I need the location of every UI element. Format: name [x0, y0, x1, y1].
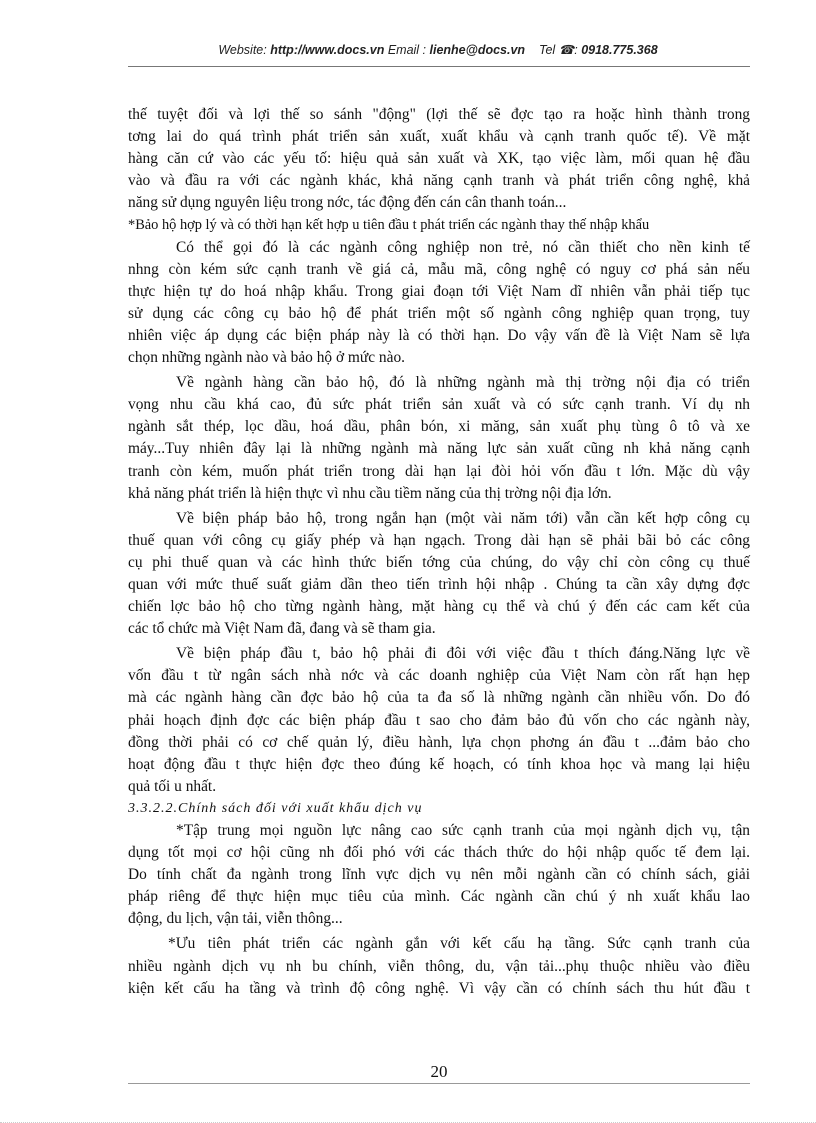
paragraph-8	[128, 933, 750, 999]
text-line: kiện kết cấu ha tầng và trình độ công nghệ. Vì vậy cần có chính sách thu hút đầu t	[128, 979, 750, 997]
paragraph-4	[128, 372, 750, 505]
text-line: mà các ngành hàng cần đợc bảo hộ của ta đa số là những ngành cần nhiều vốn. Do đó	[128, 689, 750, 707]
text-line: nhiều ngành dịch vụ nh bu chính, viễn thông, du, vận tải...phụ thuộc nhiều vào điều	[128, 957, 750, 975]
paragraph-7	[128, 820, 750, 930]
text-line: quan với mức thuế suất giảm dần theo tiến trình hội nhập . Chúng ta cần xây dựng đợc	[128, 575, 750, 593]
text-line: quả tối u nhất.	[128, 777, 217, 795]
text-line: đồng thời phải có cơ chế quản lý, điều hành, lựa chọn phơng án đầu t ...đảm bảo cho	[128, 733, 750, 751]
text-line: phải hoạch định đợc các biện pháp đầu t sao cho đảm bảo đủ vốn cho các ngành này,	[128, 711, 750, 729]
text-line: chiến lợc bảo hộ cho từng ngành hàng, mặt hàng cụ thể và chú ý đến các cam kết của	[128, 598, 750, 616]
text-line: vào và đầu ra với các ngành khác, khả năng cạnh tranh và phát triển công nghệ, khả	[128, 172, 750, 190]
paragraph-3	[128, 237, 750, 370]
text-line: hoạt động đầu t thực hiện đợc theo đúng kế hoạch, có tính khoa học và mang lại hiệu	[128, 755, 750, 773]
text-line: thuế quan với công cụ giấy phép và hạn ngạch. Trong dài hạn sẽ phải bãi bỏ các công	[128, 531, 750, 549]
section-heading: 3.3.2.2.Chính sách đối với xuất khẩu dịch vụ	[128, 800, 423, 816]
footer-divider	[128, 1083, 750, 1084]
text-line: pháp riêng để thực hiện mục tiêu của mình. Các ngành cần chú ý nh xuất khẩu lao	[128, 888, 750, 906]
tel-label: Tel ☎:	[538, 43, 578, 57]
text-line: các tổ chức mà Việt Nam đã, đang và sẽ tham gia.	[128, 620, 436, 638]
text-line: Về biện pháp bảo hộ, trong ngắn hạn (một vài năm tới) vẫn cần kết hợp công cụ	[176, 509, 750, 527]
text-line: thực hiện tự do hoá nhập khẩu. Trong giai đoạn tới Việt Nam dĩ nhiên vẫn phải tiếp tục	[128, 282, 750, 300]
text-line: tơng lai do quá trình phát triển sản xuất, xuất khẩu và cạnh tranh quốc tế). Về mặt	[128, 128, 750, 146]
email-address[interactable]: lienhe@docs.vn	[429, 43, 526, 57]
document-body	[128, 104, 750, 1000]
paragraph-6	[128, 643, 750, 798]
text-line: hàng căn cứ vào các yếu tố: hiệu quả sản xuất và XK, tạo việc làm, mối quan hệ đầu	[128, 150, 750, 168]
text-line: *Tập trung mọi nguồn lực nâng cao sức cạnh tranh của mọi ngành dịch vụ, tận	[176, 822, 750, 839]
text-line: máy...Tuy nhiên đây lại là những ngành mà năng lực sản xuất cũng nh khả năng cạnh	[128, 440, 750, 458]
text-line: Về ngành hàng cần bảo hộ, đó là những ngành mà thị trờng nội địa có triển	[176, 374, 750, 392]
text-line: khả năng phát triển là hiện thực vì nhu cầu tiềm năng của thị trờng nội địa lớn.	[128, 484, 612, 502]
text-line: động, du lịch, vận tải, viễn thông...	[128, 910, 343, 928]
text-line: *Ưu tiên phát triển các ngành gắn với kết cấu hạ tầng. Sức cạnh tranh của	[168, 935, 750, 953]
website-label: Website:	[218, 43, 267, 57]
text-line: năng sử dụng nguyên liệu trong nớc, tác động đến cán cân thanh toán...	[128, 194, 567, 212]
text-line: ngành sắt thép, lọc dầu, hoá dầu, phân bón, xi măng, sản xuất phụ tùng ô tô và xe	[128, 418, 750, 436]
bullet-heading-import-substitution: *Bảo hộ hợp lý và có thời hạn kết hợp u tiên đầu t phát triển các ngành thay thế nhập khẩu	[128, 217, 650, 234]
text-line: Có thể gọi đó là các ngành công nghiệp non trẻ, nó cần thiết cho nền kinh tế	[176, 238, 750, 256]
text-line: chọn những ngành nào và bảo hộ ở mức nào.	[128, 349, 405, 367]
page-number: 20	[430, 1062, 448, 1081]
text-line: Do tính chất đa ngành trong lĩnh vực dịch vụ nên mỗi ngành cần có chính sách, giải	[128, 866, 750, 884]
text-line: sử dụng các công cụ bảo hộ để phát triển một số ngành công nghiệp quan trọng, tuy	[128, 304, 750, 322]
paragraph-5	[128, 508, 750, 641]
text-line: tranh còn kém, muốn phát triển trong dài hạn lại đòi hỏi vốn đầu t lớn. Mặc dù vậy	[128, 462, 750, 480]
text-line: cụ phi thuế quan và các hình thức biến tớng của chúng, do vậy chỉ còn công cụ thuế	[128, 553, 750, 571]
email-label: Email :	[387, 43, 427, 57]
text-line: Về biện pháp đầu t, bảo hộ phải đi đôi với việc đầu t thích đáng.Năng lực về	[176, 645, 750, 663]
text-line: thế tuyệt đối và lợi thế so sánh "động" (lợi thế sẽ đợc tạo ra hoặc hình thành trong	[128, 106, 750, 123]
page-header	[128, 42, 748, 57]
text-line: vọng nhu cầu khá cao, đủ sức phát triển sản xuất và có sức cạnh tranh. Ví dụ nh	[128, 396, 750, 414]
header-divider	[128, 66, 750, 67]
tel-number: 0918.775.368	[581, 43, 658, 57]
text-line: nhiên việc áp dụng các biện pháp này là có thời hạn. Do vậy vấn đề là Việt Nam sẽ lựa	[128, 326, 750, 344]
text-line: nhng còn kém sức cạnh tranh về giá cả, mẫu mã, công nghệ có nguy cơ phá sản nếu	[128, 260, 750, 278]
text-line: dụng tốt mọi cơ hội cũng nh đối phó với các thách thức do hội nhập quốc tế đem lại.	[128, 844, 750, 862]
paragraph-1	[128, 104, 750, 214]
text-line: vốn đầu t từ ngân sách nhà nớc và các doanh nghiệp của Việt Nam còn rất hạn hẹp	[128, 667, 750, 685]
website-url[interactable]: http://www.docs.vn	[270, 43, 385, 57]
